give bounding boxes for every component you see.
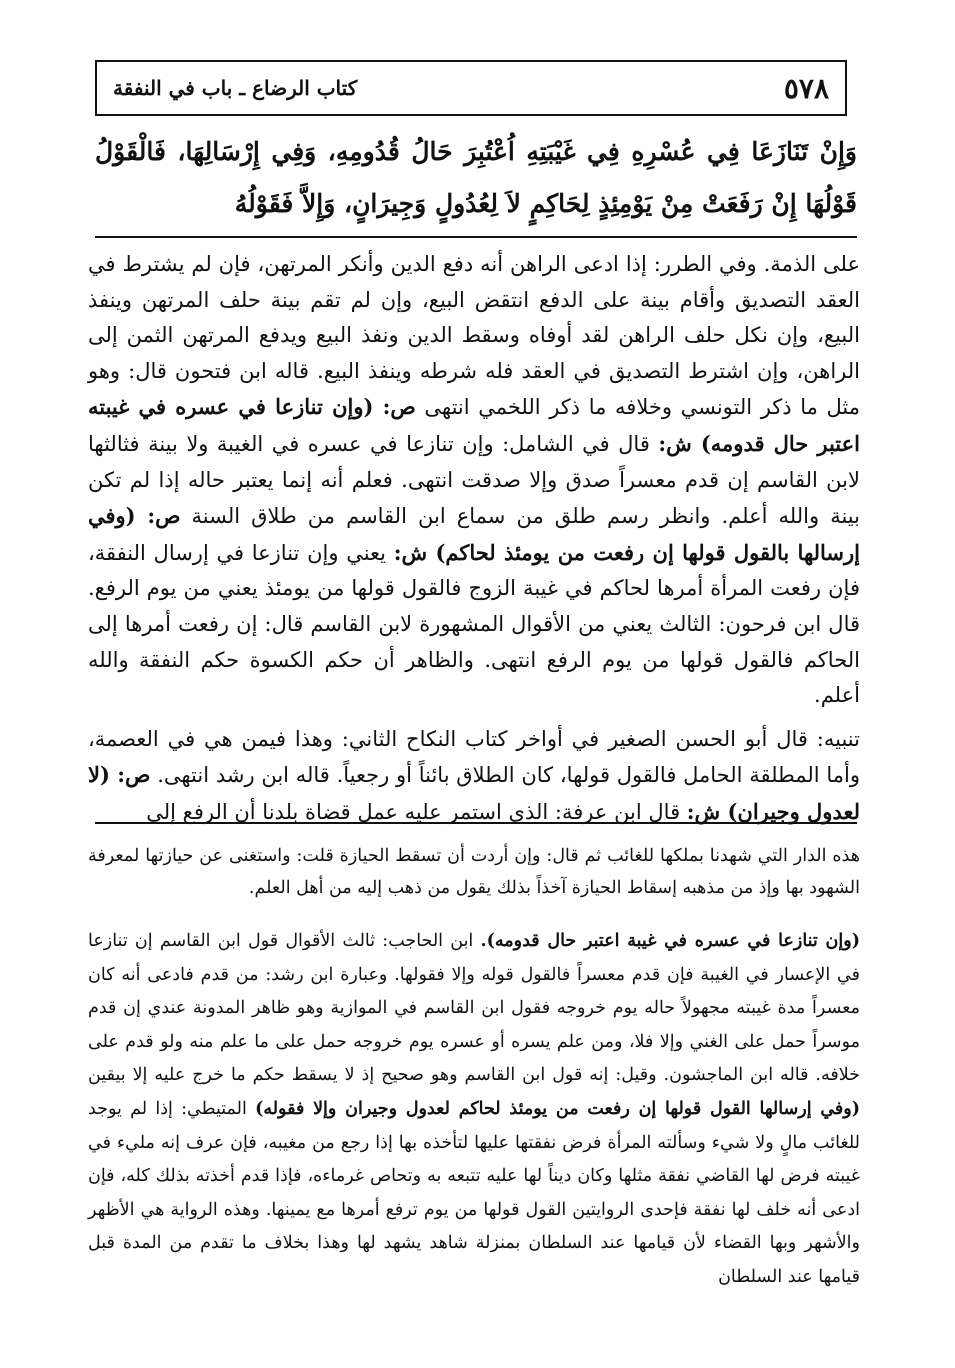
commentary-note-paragraph [88,722,860,831]
page-number: ٥٧٨ [783,71,829,105]
matn-quote: ص: (وإن تنازعا في عسره في غيبته اعتبر حال قدومه) ش: [88,394,861,456]
running-title: كتاب الرضاع ـ باب في النفقة [113,76,358,100]
footnote-continuation [88,840,860,904]
separator-rule [95,236,857,238]
footnote-text: هذه الدار التي شهدنا بملكها للغائب ثم قال: وإن أردت أن تسقط الحيازة قلت: واستغنى عن حيازتها لمعرفة الشهود بها وإذ من مذهبه إسقاط الحيازة آخذاً بذلك يقول من ذهب إليه من أهل العلم. [88,846,860,898]
commentary-text: يعني وإن تنازعا في إرسال النفقة، فإن رفعت المرأة أمرها لحاكم في غيبة الزوج فالقول قولها من يومئذ يعني من يوم الرفع. قال ابن فرحون: الثالث يعني من الأقوال المشهورة لابن القاسم قال: إن رفعت أمرها إلى الحاكم فالقول قولها من يوم الرفع انتهى. والظاهر أن حكم الكسوة حكم النفقة والله أعلم. [88,540,860,708]
commentary-text: على الذمة. وفي الطرر: إذا ادعى الراهن أنه دفع الدين وأنكر المرتهن، فإن لم يشترط في العقد التصديق وأقام بينة على الدفع انتقض البيع، وإن لم تقم بينة حلف المرتهن وينفذ البيع، وإن نكل حلف الراهن لقد أوفاه وسقط الدين ونفذ البيع ويدفع المرتهن الثمن إلى الراهن، وإن اشترط التصديق في العقد فله شرطه وينفذ البيع. قاله ابن فتحون قال: وهو مثل ما ذكر التونسي وخلافه ما ذكر اللخمي انتهى [88,252,860,420]
footnote-paragraph [88,925,860,1295]
footnote-separator-rule [95,822,857,824]
commentary-body [88,247,860,831]
matn-quote: ص: (وفي إرسالها بالقول قولها إن رفعت من يومئذ لحاكم) ش: [88,503,860,565]
footnote-text: ابن الحاجب: ثالث الأقوال قول ابن القاسم إن تنازعا في الإعسار في الغيبة فإن قدم معسراً فالقول قوله وإلا فقولها. وعبارة ابن رشد: من قدم فادعى أنه كان معسراً مدة غيبته مجهولاً حاله يوم خروجه فقول ابن القاسم في الموازية وهو ظاهر المدونة عندي إن قدم موسراً حمل على الغني وإلا فلا، ومن علم يسره أو عسره يوم خروجه حمل على ما علم منه ولو قدم على خلافه. قاله ابن الماجشون. وقيل: إنه قول ابن القاسم وهو صحيح إذ لا يسقط حكم ما خرج عليه إلا بيقين [88,931,860,1086]
footnote-text: المتيطي: إذا لم يوجد للغائب مالٍ ولا شيء وسألته المرأة فرض نفقتها عليها لتأخذه بها إذا رجع من مغيبه، فإن عرف إنه مليء في غيبته فرض لها القاضي نفقة مثلها وكان ديناً لها عليه تتبعه به وتحاص غرماءه، فإذا قدم أخذته بذلك كله، فإن ادعى أنه خلف لها نفقة فإحدى الروايتين القول قولها من يوم ترفع أمرها مع يمينها. وهذه الرواية هي الأظهر والأشهر وبها القضاء لأن قيامها عند السلطان بمنزلة شاهد يشهد لها وهذا بخلاف ما تقدم من المدة قبل قيامها عند السلطان [88,1098,860,1287]
main-text-matn: وَإِنْ تَنَازَعَا فِي عُسْرِهِ فِي غَيْبَتِهِ اُعْتُبِرَ حَالُ قُدُومِهِ، وَفِي إِرْسَالِهَا، فَالْقَوْلُ قَوْلُهَا إِنْ رَفَعَتْ مِنْ يَوْمِئِذٍ لِحَاكِمٍ لاَ لِعُدُولٍ وَجِيرَانٍ، وَإِلاَّ فَقَوْلُهُ [95,137,857,218]
matn-quote: ص: (لا لعدول وجيران) ش: [88,762,860,824]
footnote-quote: (وفي إرسالها القول قولها إن رفعت من يومئذ لحاكم لعدول وجيران وإلا فقوله) [255,1098,861,1119]
footnote-block [88,925,860,1295]
footnote-quote: (وإن تنازعا في عسره في غيبة اعتبر حال قدومه). [480,931,860,951]
commentary-text: قال ابن عرفة: الذي استمر عليه عمل قضاة بلدنا أن الرفع إلى [146,799,687,824]
commentary-paragraph [88,247,860,714]
commentary-text: تنبيه: قال أبو الحسن الصغير في أواخر كتاب النكاح الثاني: وهذا فيمن هي في العصمة، وأما المطلقة الحامل فالقول قولها، كان الطلاق بائناً أو رجعياً. قاله ابن رشد انتهى. [88,726,861,788]
page-header [95,60,847,116]
commentary-text: قال في الشامل: وإن تنازعا في عسره في الغيبة ولا بينة فثالثها لابن القاسم إن قدم معسراً صدق وإلا صدقت انتهى. فعلم أنه إنما يعتبر حاله إذا لم تكن بينة والله أعلم. وانظر رسم طلق من سماع ابن القاسم من طلاق السنة [88,431,860,529]
